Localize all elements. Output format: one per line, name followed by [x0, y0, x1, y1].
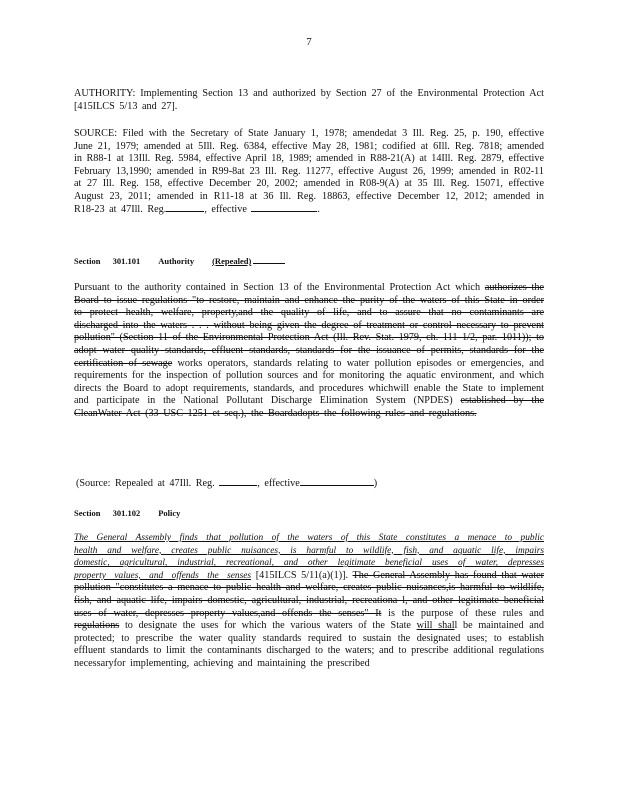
policy-plain-text-2: to designate the uses for which the various waters of the State — [124, 620, 411, 632]
section-title: Authority — [158, 256, 195, 266]
authority-body-struck-2: established by the CleanWater Act (33 USC 1251 et seq.), the Boardadopts the following rules and regulations. — [74, 395, 544, 419]
policy-underlined-text: The General Assembly finds that pollution of the waters of this State constitutes a menace to public health and welfare, creates public nuisances, is harmful to wildlife, fish, and aquatic life, impairs domestic, agricultural, industrial, recreational, and other legitimate beneficial uses of water, depresses property values, and offends the senses — [74, 533, 544, 581]
section-number: Section 301.101 — [74, 256, 141, 266]
source-effective-label: effective — [211, 203, 247, 215]
policy-underlined-word: will shal — [416, 620, 455, 632]
authority-body-plain: Pursuant to the authority contained in Section 13 of the Environmental Protection Act which — [74, 282, 481, 293]
policy-plain-text-3: l be maintained and protected; to prescribe the water quality standards required to sustain the designated uses; to establish effluent standards to limit the contaminants discharged to the waters; and to prescribe additional regulations necessaryfor implementing, achieving and maintaining the prescribed — [74, 620, 544, 669]
page-number: 7 — [306, 36, 312, 48]
repeal-note-effective: , effective — [257, 478, 300, 489]
authority-body-plain-2: works operators, standards relating to water pollution episodes or emergencies, and requirements for the inspection of pollution sources and for monitoring the aquatic environment, and which directs the Board to adopt requirements, standards, and procedures whichwill enable the State to implement and participate in the National Pollutant Discharge Elimination System (NPDES) — [74, 357, 545, 407]
repealed-label: (Repealed) — [212, 256, 252, 266]
authority-text: AUTHORITY: Implementing Section 13 and authorized by Section 27 of the Environmental Protection Act [415ILCS 5/13 and 27]. — [74, 88, 544, 112]
section-301-102-heading — [74, 508, 180, 518]
repeal-note-prefix: (Source: Repealed at 47Ill. Reg. — [76, 478, 215, 489]
source-paragraph: SOURCE: Filed with the Secretary of State January 1, 1978; amendedat 3 Ill. Reg. 25, p. 190, effective June 21, 1979; amended at 5Ill. Reg. 6384, effective May 28, 1981; codified at 6Ill. Reg. 7818; amended in R88-1 at 13Ill. Reg. 5984, effective April 18, 1989; amended in R88-21(A) at 14Ill. Reg. 2879, effective February 13,1990; amended in R99-8at 23 Ill. Reg. 11277, effective August 26, 1999; amended in R02-11 at 27 Ill. Reg. 158, effective December 20, 2002; amended in R08-9(A) at 35 Ill. Reg. 15071, effective August 23, 2011; amended in R11-18 at 36 Ill. Reg. 18863, effective December 12, 2012; amended in R18-23 at 47Ill. Reg. , effective . — [74, 128, 544, 215]
section-title: Policy — [158, 508, 181, 518]
section-number: Section 301.102 — [74, 508, 141, 518]
policy-struck-word: regulations — [74, 620, 120, 632]
policy-struck-text: The General Assembly has found that water pollution "constitutes a menace to public health and welfare, creates public nuisances,is harmful to wildlife, fish, and aquatic life, impairs domestic, agricultural, industrial, recreationa l, and other legitimate beneficial uses of water, depresses property values,and offends the senses" It — [74, 569, 544, 619]
source-text: SOURCE: Filed with the Secretary of State January 1, 1978; amendedat 3 Ill. Reg. 25, p. 190, effective June 21, 1979; amended at 5Ill. Reg. 6384, effective May 28, 1981; codified at 6Ill. Reg. 7818; amended in R88-1 at 13Ill. Reg. 5984, effective April 18, 1989; amended in R88-21(A) at 14Ill. Reg. 2879, effective February 13,1990; amended in R99-8at 23 Ill. Reg. 11277, effective August 26, 1999; amended in R02-11 at 27 Ill. Reg. 158, effective December 20, 2002; amended in R08-9(A) at 35 Ill. Reg. 15071, effective August 23, 2011; amended in R11-18 at 36 Ill. Reg. 18863, effective December 12, 2012; amended in R18-23 at 47Ill. Reg. — [74, 128, 544, 215]
repeal-note-suffix: ) — [373, 478, 378, 489]
policy-plain-text: is the purpose of these rules and — [388, 607, 544, 619]
section-301-101-heading — [74, 256, 285, 266]
policy-citation: [415ILCS 5/11(a)(1)]. — [255, 569, 349, 581]
repeal-source-note — [76, 478, 546, 491]
section-301-102-body — [74, 532, 544, 671]
section-301-101-body — [74, 282, 544, 421]
authority-body-struck: authorizes the Board to issue regulations "to restore, maintain and enhance the purity of the waters of this State in order to protect health, welfare, property,and the quality of life, and to assure that no contaminants are discharged into the waters . . . without being given the degree of treatment or control necessary to prevent pollution" (Section 11 of the Environmental Protection Act (Ill. Rev. Stat. 1979, ch. 111 1/2, par. 1011)); to adopt water quality standards, effluent standards, standards for the issuance of permits, standards for the certification of sewage — [74, 282, 544, 369]
authority-paragraph — [74, 88, 544, 113]
